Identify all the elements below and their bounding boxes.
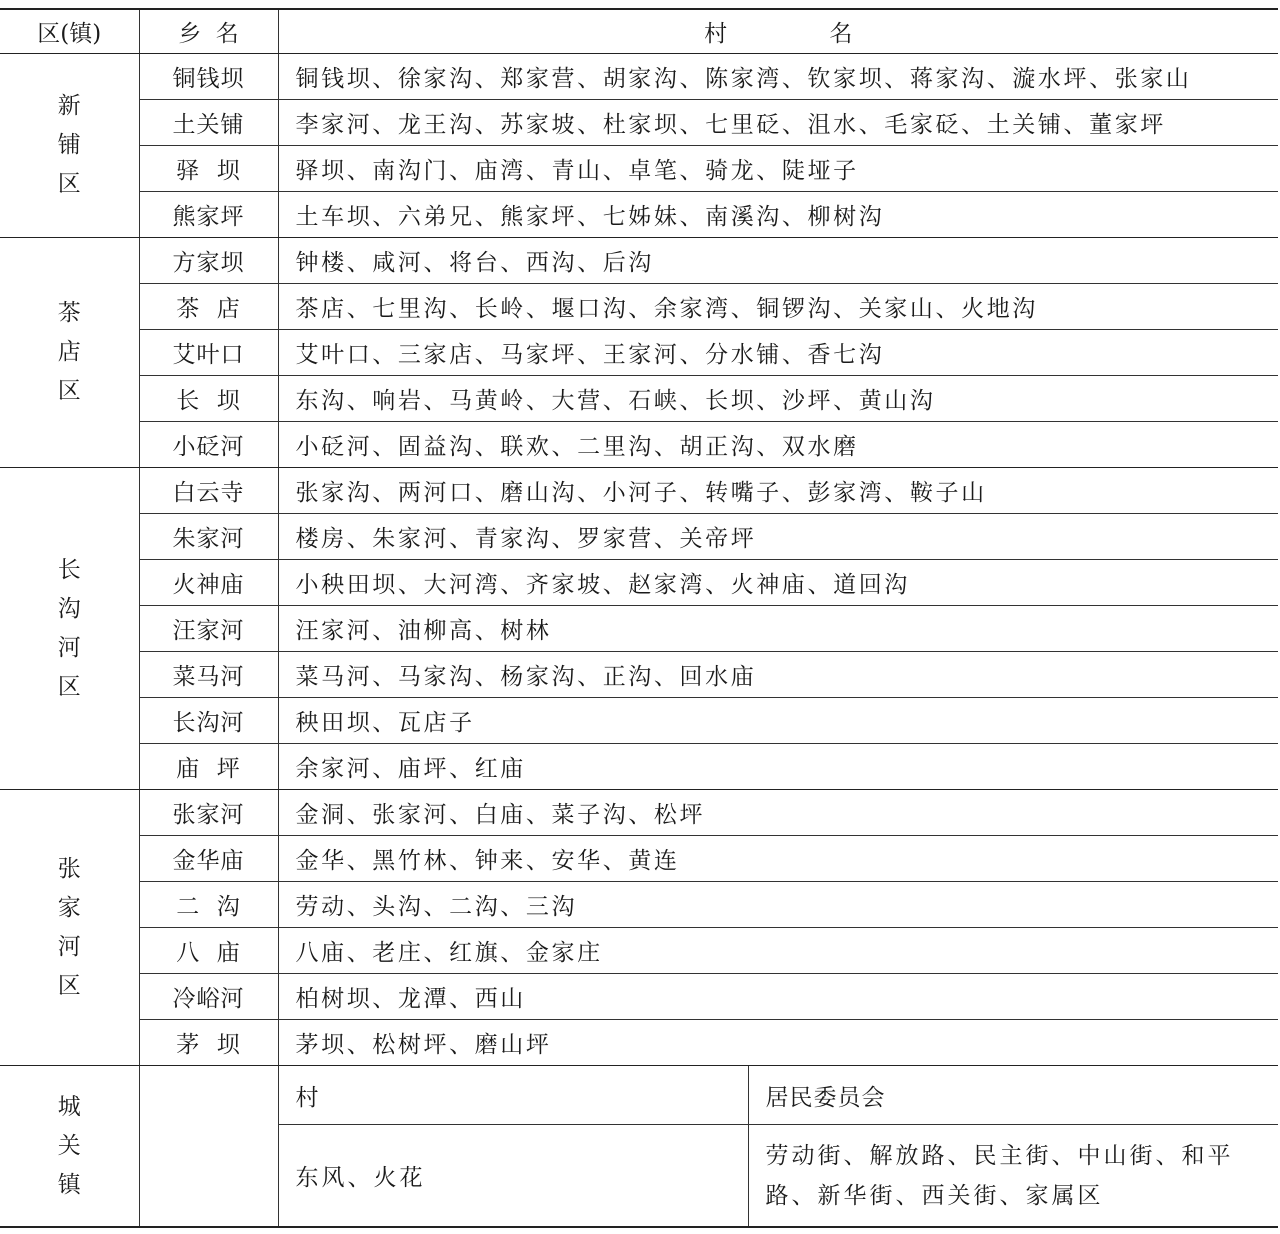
district-name: 城关镇 (57, 1093, 81, 1198)
town-name: 熊家坪 (139, 192, 278, 238)
town-name: 八 庙 (139, 928, 278, 974)
town-name: 土关铺 (139, 100, 278, 146)
village-list: 李家河、龙王沟、苏家坡、杜家坝、七里砭、沮水、毛家砭、土关铺、董家坪 (278, 100, 1278, 146)
town-name: 张家河 (139, 790, 278, 836)
town-name: 冷峪河 (139, 974, 278, 1020)
village-list: 劳动、头沟、二沟、三沟 (278, 882, 1278, 928)
district-name: 茶店区 (57, 300, 81, 404)
table-row (0, 974, 1278, 1020)
table-row (0, 514, 1278, 560)
table-row (0, 744, 1278, 790)
village-list: 茅坝、松树坪、磨山坪 (278, 1020, 1278, 1066)
table-row (0, 1020, 1278, 1066)
header-town: 乡 名 (139, 9, 278, 54)
district-cell (0, 468, 139, 790)
table-row (0, 652, 1278, 698)
table-row (0, 100, 1278, 146)
village-list: 余家河、庙坪、红庙 (278, 744, 1278, 790)
chengguan-header-row (0, 1066, 1278, 1125)
district-name: 张家河区 (57, 855, 81, 999)
header-row (0, 9, 1278, 54)
village-list: 小秧田坝、大河湾、齐家坡、赵家湾、火神庙、道回沟 (278, 560, 1278, 606)
town-name: 金华庙 (139, 836, 278, 882)
chengguan-village-header: 村 (278, 1066, 748, 1125)
village-list: 金洞、张家河、白庙、菜子沟、松坪 (278, 790, 1278, 836)
table-row (0, 698, 1278, 744)
village-list: 菜马河、马家沟、杨家沟、正沟、回水庙 (278, 652, 1278, 698)
district-cell (0, 238, 139, 468)
table-row (0, 882, 1278, 928)
header-district: 区(镇) (0, 9, 139, 54)
village-list: 汪家河、油柳高、树林 (278, 606, 1278, 652)
village-list: 茶店、七里沟、长岭、堰口沟、余家湾、铜锣沟、关家山、火地沟 (278, 284, 1278, 330)
table-row (0, 790, 1278, 836)
town-name: 火神庙 (139, 560, 278, 606)
village-list: 钟楼、咸河、将台、西沟、后沟 (278, 238, 1278, 284)
table-row (0, 606, 1278, 652)
table-row (0, 376, 1278, 422)
town-name: 方家坝 (139, 238, 278, 284)
chengguan-village-list: 东风、火花 (278, 1125, 748, 1228)
table-row (0, 836, 1278, 882)
town-name: 白云寺 (139, 468, 278, 514)
village-list: 楼房、朱家河、青家沟、罗家营、关帝坪 (278, 514, 1278, 560)
table-row (0, 422, 1278, 468)
table-row (0, 560, 1278, 606)
town-name: 菜马河 (139, 652, 278, 698)
village-list: 铜钱坝、徐家沟、郑家营、胡家沟、陈家湾、钦家坝、蒋家沟、漩水坪、张家山 (278, 54, 1278, 100)
village-list: 秧田坝、瓦店子 (278, 698, 1278, 744)
village-table (0, 8, 1278, 1228)
district-name: 长沟河区 (57, 556, 81, 700)
town-name: 长 坝 (139, 376, 278, 422)
town-name: 驿 坝 (139, 146, 278, 192)
town-name: 长沟河 (139, 698, 278, 744)
village-list: 小砭河、固益沟、联欢、二里沟、胡正沟、双水磨 (278, 422, 1278, 468)
village-list: 驿坝、南沟门、庙湾、青山、卓笔、骑龙、陡垭子 (278, 146, 1278, 192)
village-list: 艾叶口、三家店、马家坪、王家河、分水铺、香七沟 (278, 330, 1278, 376)
table-row (0, 468, 1278, 514)
town-name: 庙 坪 (139, 744, 278, 790)
town-name-empty (139, 1066, 278, 1228)
table-row (0, 330, 1278, 376)
town-name: 艾叶口 (139, 330, 278, 376)
district-cell (0, 54, 139, 238)
village-list: 八庙、老庄、红旗、金家庄 (278, 928, 1278, 974)
table-row (0, 928, 1278, 974)
village-list: 张家沟、两河口、磨山沟、小河子、转嘴子、彭家湾、鞍子山 (278, 468, 1278, 514)
table-row (0, 146, 1278, 192)
town-name: 汪家河 (139, 606, 278, 652)
table-row (0, 192, 1278, 238)
town-name: 朱家河 (139, 514, 278, 560)
chengguan-resident-list: 劳动街、解放路、民主街、中山街、和平路、新华街、西关街、家属区 (748, 1125, 1278, 1228)
village-list: 金华、黑竹林、钟来、安华、黄连 (278, 836, 1278, 882)
district-name: 新铺区 (57, 93, 81, 197)
table-row (0, 284, 1278, 330)
village-list: 土车坝、六弟兄、熊家坪、七姊妹、南溪沟、柳树沟 (278, 192, 1278, 238)
village-list: 东沟、响岩、马黄岭、大营、石峡、长坝、沙坪、黄山沟 (278, 376, 1278, 422)
town-name: 茶 店 (139, 284, 278, 330)
village-list: 柏树坝、龙潭、西山 (278, 974, 1278, 1020)
town-name: 二 沟 (139, 882, 278, 928)
table-row (0, 238, 1278, 284)
town-name: 铜钱坝 (139, 54, 278, 100)
table-row (0, 54, 1278, 100)
district-cell (0, 1066, 139, 1228)
town-name: 茅 坝 (139, 1020, 278, 1066)
chengguan-resident-header: 居民委员会 (748, 1066, 1278, 1125)
town-name: 小砭河 (139, 422, 278, 468)
district-cell (0, 790, 139, 1066)
header-village: 村 名 (278, 9, 1278, 54)
